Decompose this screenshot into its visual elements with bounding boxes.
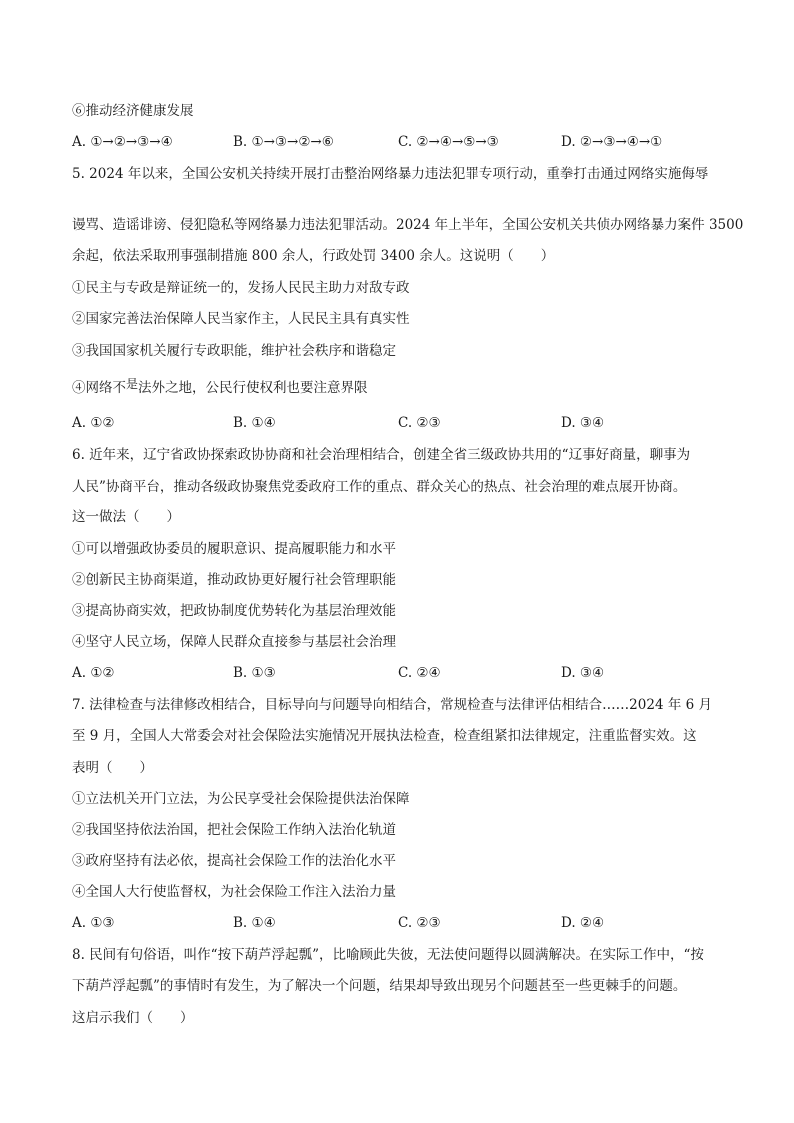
q5-options xyxy=(72,413,722,433)
q6-item-2: ②创新民主协商渠道，推动政协更好履行社会管理职能 xyxy=(72,572,396,588)
q5-item-4-raised-char: 是 xyxy=(126,377,139,391)
q7-options xyxy=(72,913,722,933)
q5-option-a: A. ①② xyxy=(72,415,115,431)
q5-stem-line-3: 余起，依法采取刑事强制措施 800 余人，行政处罚 3400 余人。这说明（ ） xyxy=(72,248,555,264)
q7-option-a: A. ①③ xyxy=(72,915,115,931)
q6-options xyxy=(72,663,722,683)
q6-stem-line-2: 人民”协商平台，推动各级政协聚焦党委政府工作的重点、群众关心的热点、社会治理的难点展开协商。 xyxy=(72,479,687,495)
q7-option-b: B. ①④ xyxy=(233,915,276,931)
q7-item-3: ③政府坚持有法必依，提高社会保险工作的法治化水平 xyxy=(72,853,396,869)
q6-stem-line-3: 这一做法（ ） xyxy=(72,509,180,525)
q5-option-c: C. ②③ xyxy=(398,415,441,431)
q5-stem-line-2: 谩骂、造谣诽谤、侵犯隐私等网络暴力违法犯罪活动。2024 年上半年，全国公安机关共侦办网络暴力案件 3500 xyxy=(72,217,744,233)
q7-option-d: D. ②④ xyxy=(561,915,605,931)
q4-option-d: D. ②→③→④→① xyxy=(561,134,663,150)
q6-item-1: ①可以增强政协委员的履职意识、提高履职能力和水平 xyxy=(72,541,396,557)
q6-option-a: A. ①② xyxy=(72,665,115,681)
q7-stem-line-2: 至 9 月，全国人大常委会对社会保险法实施情况开展执法检查，检查组紧扣法律规定，注重监督实效。这 xyxy=(72,728,697,744)
q5-item-4-part-b: 法外之地，公民行使权利也要注意界限 xyxy=(138,380,368,396)
q6-stem-line-1: 6. 近年来，辽宁省政协探索政协协商和社会治理相结合，创建全省三级政协共用的“辽事好商量，聊事为 xyxy=(72,447,691,463)
q5-option-d: D. ③④ xyxy=(561,415,605,431)
q6-option-c: C. ②④ xyxy=(398,665,441,681)
q5-item-4-part-a: ④网络不 xyxy=(72,380,126,396)
q6-item-4: ④坚守人民立场，保障人民群众直接参与基层社会治理 xyxy=(72,634,396,650)
q7-item-1: ①立法机关开门立法，为公民享受社会保险提供法治保障 xyxy=(72,791,410,807)
q6-item-3: ③提高协商实效，把政协制度优势转化为基层治理效能 xyxy=(72,603,396,619)
q7-option-c: C. ②③ xyxy=(398,915,441,931)
q8-stem-line-3: 这启示我们（ ） xyxy=(72,1010,194,1026)
q5-item-3: ③我国国家机关履行专政职能，维护社会秩序和谐稳定 xyxy=(72,343,396,359)
q8-stem-line-2: 下葫芦浮起瓢”的事情时有发生，为了解决一个问题，结果却导致出现另个问题甚至一些更棘手的问题。 xyxy=(72,978,687,994)
q4-item-6: ⑥推动经济健康发展 xyxy=(72,103,194,119)
q5-option-b: B. ①④ xyxy=(233,415,276,431)
q4-options xyxy=(72,132,722,152)
q4-option-a: A. ①→②→③→④ xyxy=(72,134,173,150)
q7-item-4: ④全国人大行使监督权，为社会保险工作注入法治力量 xyxy=(72,884,396,900)
q7-stem-line-1: 7. 法律检查与法律修改相结合，目标导向与问题导向相结合，常规检查与法律评估相结合……2024 年 6 月 xyxy=(72,697,712,713)
q5-item-1: ①民主与专政是辩证统一的，发扬人民民主助力对敌专政 xyxy=(72,280,410,296)
q5-item-4 xyxy=(72,378,368,398)
q4-option-b: B. ①→③→②→⑥ xyxy=(233,134,334,150)
q6-option-d: D. ③④ xyxy=(561,665,605,681)
q5-stem-line-1: 5. 2024 年以来，全国公安机关持续开展打击整治网络暴力违法犯罪专项行动，重拳打击通过网络实施侮辱 xyxy=(72,166,709,182)
q4-option-c: C. ②→④→⑤→③ xyxy=(398,134,499,150)
q6-option-b: B. ①③ xyxy=(233,665,276,681)
q7-stem-line-3: 表明（ ） xyxy=(72,760,153,776)
q8-stem-line-1: 8. 民间有句俗语，叫作“按下葫芦浮起瓢”，比喻顾此失彼，无法使问题得以圆满解决。在实际工作中，“按 xyxy=(72,947,704,963)
q7-item-2: ②我国坚持依法治国，把社会保险工作纳入法治化轨道 xyxy=(72,822,396,838)
q5-item-2: ②国家完善法治保障人民当家作主，人民民主具有真实性 xyxy=(72,311,410,327)
